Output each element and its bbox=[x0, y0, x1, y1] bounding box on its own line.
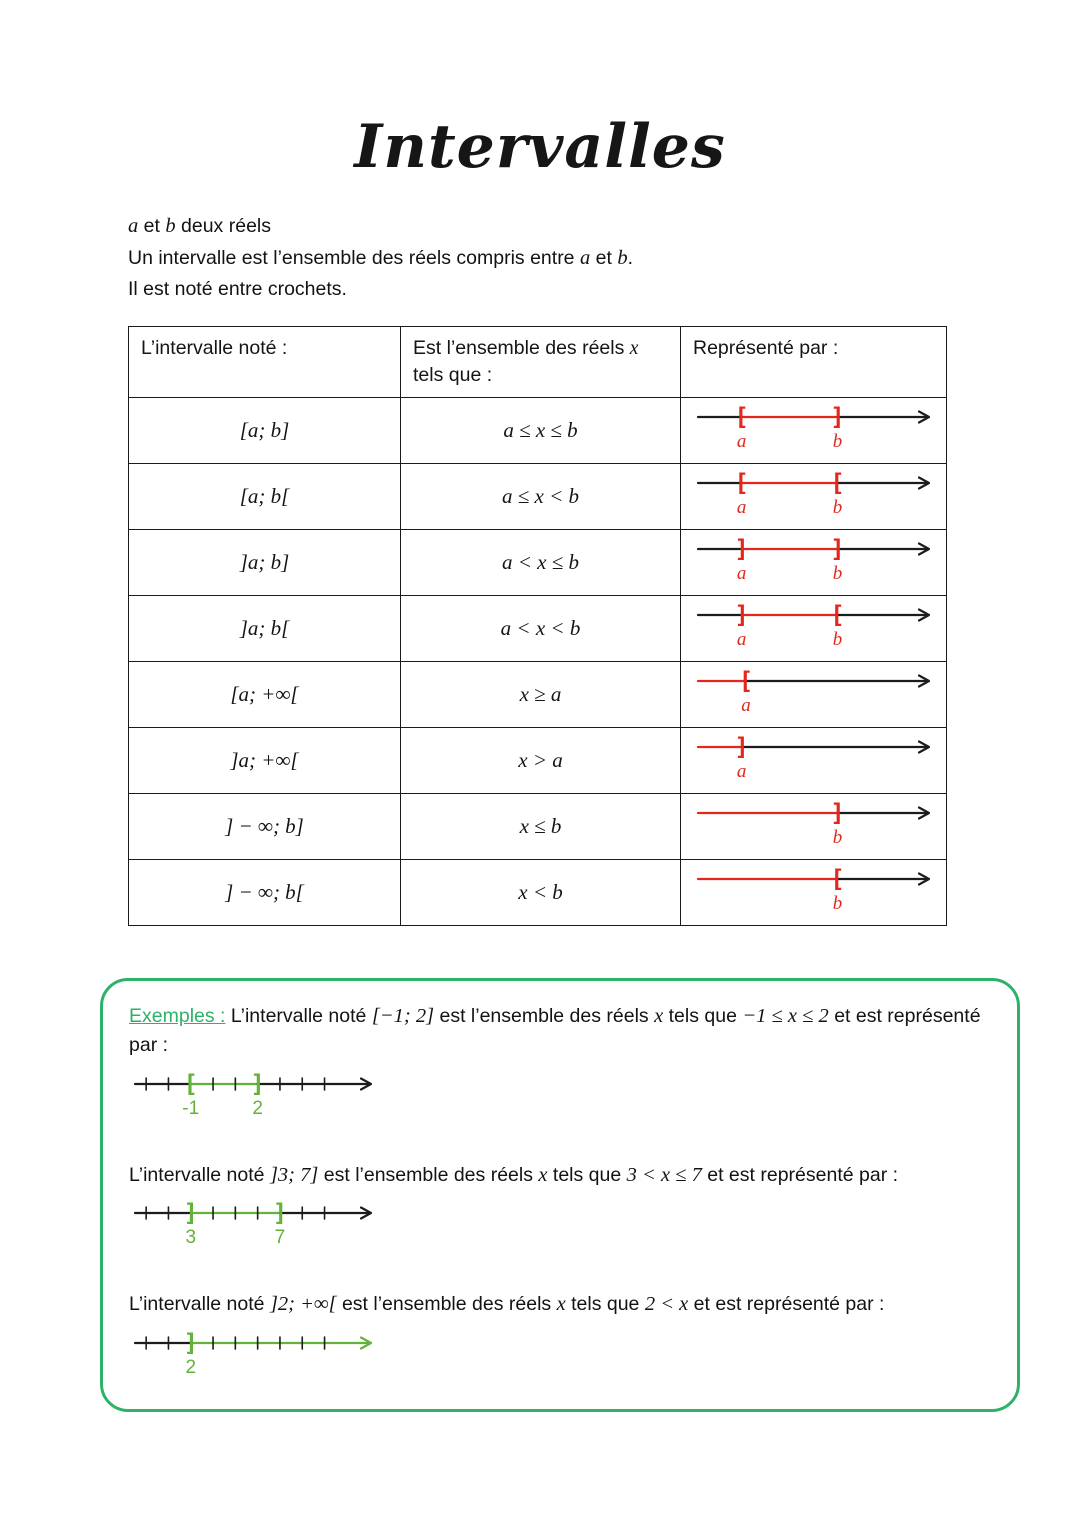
point-label: 7 bbox=[274, 1227, 286, 1249]
interval-diagram-cell bbox=[681, 793, 947, 859]
text-fragment: tels que bbox=[663, 1004, 743, 1027]
header-set-condition bbox=[401, 326, 681, 397]
text-fragment: et est représenté par : bbox=[701, 1163, 899, 1186]
text-fragment: Est l’ensemble des réels bbox=[413, 336, 630, 359]
bracket-glyph: ] bbox=[272, 1199, 288, 1228]
text-fragment: Un intervalle est l’ensemble des réels compris entre bbox=[128, 246, 580, 269]
interval-table bbox=[128, 326, 947, 926]
bracket-glyph: [ bbox=[733, 469, 749, 498]
text-fragment: . bbox=[627, 246, 633, 269]
point-label: 2 bbox=[185, 1357, 197, 1379]
intro-line-1 bbox=[128, 212, 1080, 242]
interval-diagram-cell bbox=[681, 859, 947, 925]
bracket-glyph: ] bbox=[250, 1069, 265, 1098]
text-fragment: tels que bbox=[565, 1293, 645, 1316]
text-fragment: Il est noté entre crochets. bbox=[128, 278, 347, 301]
text-fragment: et bbox=[138, 215, 166, 237]
bracket-glyph: ] bbox=[183, 1199, 198, 1228]
text-fragment: et est représenté par : bbox=[688, 1293, 885, 1316]
text-fragment: est l’ensemble des réels bbox=[434, 1004, 655, 1027]
number-line bbox=[694, 532, 934, 588]
interval-notation-cell: ] − ∞; b] bbox=[129, 793, 401, 859]
number-line bbox=[694, 400, 934, 456]
bracket-glyph: [ bbox=[829, 469, 845, 498]
number-line bbox=[694, 862, 934, 918]
header-representation bbox=[681, 326, 947, 397]
math-fragment: a bbox=[579, 246, 591, 269]
number-line bbox=[694, 730, 934, 786]
bracket-glyph: [ bbox=[829, 865, 845, 894]
interval-condition-cell: a < x ≤ b bbox=[401, 529, 681, 595]
example-diagram-1 bbox=[131, 1069, 991, 1126]
point-label: a bbox=[740, 695, 751, 717]
interval-diagram-cell bbox=[681, 661, 947, 727]
number-line bbox=[694, 664, 934, 720]
math-fragment: −1 ≤ x ≤ 2 bbox=[742, 1004, 829, 1027]
point-label: a bbox=[736, 431, 746, 453]
example-item-1 bbox=[129, 1001, 991, 1126]
text-fragment: et bbox=[590, 246, 618, 269]
interval-condition-cell: a ≤ x < b bbox=[401, 463, 681, 529]
interval-notation-cell: ]a; b[ bbox=[129, 595, 401, 661]
math-fragment: x bbox=[556, 1293, 566, 1316]
table-header-row bbox=[129, 326, 947, 397]
interval-row bbox=[129, 793, 947, 859]
point-label: 3 bbox=[185, 1227, 197, 1249]
math-fragment: b bbox=[165, 215, 176, 237]
point-label: a bbox=[736, 761, 746, 783]
text-fragment: Représenté par : bbox=[693, 336, 839, 359]
example-item-2 bbox=[129, 1160, 991, 1256]
text-fragment: est l’ensemble des réels bbox=[318, 1163, 539, 1186]
interval-row bbox=[129, 727, 947, 793]
bracket-glyph: ] bbox=[733, 601, 749, 630]
interval-notation-cell: ]a; +∞[ bbox=[129, 727, 401, 793]
interval-row bbox=[129, 397, 947, 463]
point-label: b bbox=[832, 563, 842, 585]
example-item-3 bbox=[129, 1289, 991, 1385]
number-line bbox=[694, 796, 934, 852]
math-fragment: x bbox=[538, 1163, 548, 1186]
text-fragment: deux réels bbox=[175, 215, 271, 237]
math-fragment: 2 < x bbox=[644, 1293, 689, 1316]
bracket-glyph: ] bbox=[733, 733, 749, 762]
number-line bbox=[131, 1198, 376, 1250]
example-diagram-2 bbox=[131, 1198, 991, 1255]
point-label: b bbox=[832, 431, 842, 453]
point-label: a bbox=[736, 563, 746, 585]
number-line bbox=[131, 1069, 376, 1121]
bracket-glyph: [ bbox=[738, 667, 753, 696]
math-fragment: b bbox=[617, 246, 628, 269]
example-text-1 bbox=[129, 1001, 991, 1061]
interval-diagram-cell bbox=[681, 727, 947, 793]
interval-notation-cell: ] − ∞; b[ bbox=[129, 859, 401, 925]
point-label: b bbox=[832, 629, 842, 651]
bracket-glyph: ] bbox=[183, 1329, 198, 1358]
text-fragment: et est représenté par : bbox=[129, 1004, 981, 1057]
interval-notation-cell: [a; +∞[ bbox=[129, 661, 401, 727]
math-fragment: ]3; 7] bbox=[269, 1163, 319, 1186]
example-text-2 bbox=[129, 1160, 991, 1191]
examples-label: Exemples : bbox=[129, 1004, 226, 1027]
math-fragment: x bbox=[654, 1004, 664, 1027]
text-fragment: tels que : bbox=[413, 364, 493, 387]
math-fragment: [−1; 2] bbox=[371, 1004, 435, 1027]
interval-diagram-cell bbox=[681, 529, 947, 595]
interval-notation-cell: [a; b] bbox=[129, 397, 401, 463]
interval-condition-cell: a < x < b bbox=[401, 595, 681, 661]
math-fragment: a bbox=[128, 215, 139, 237]
number-line bbox=[694, 466, 934, 522]
bracket-glyph: ] bbox=[829, 535, 845, 564]
text-fragment: est l’ensemble des réels bbox=[336, 1293, 557, 1316]
point-label: b bbox=[832, 893, 842, 915]
header-interval-notation bbox=[129, 326, 401, 397]
text-fragment: tels que bbox=[547, 1163, 627, 1186]
bracket-glyph: [ bbox=[183, 1069, 198, 1098]
point-label: a bbox=[736, 497, 746, 519]
intro-line-2 bbox=[128, 244, 1080, 274]
text-fragment: L’intervalle noté bbox=[129, 1293, 270, 1316]
interval-condition-cell: x < b bbox=[401, 859, 681, 925]
interval-row bbox=[129, 859, 947, 925]
interval-notation-cell: [a; b[ bbox=[129, 463, 401, 529]
interval-notation-cell: ]a; b] bbox=[129, 529, 401, 595]
interval-condition-cell: x ≤ b bbox=[401, 793, 681, 859]
page-title: Intervalles bbox=[354, 112, 726, 182]
number-line bbox=[694, 598, 934, 654]
interval-condition-cell: x ≥ a bbox=[401, 661, 681, 727]
interval-diagram-cell bbox=[681, 595, 947, 661]
interval-row bbox=[129, 595, 947, 661]
bracket-glyph: ] bbox=[733, 535, 749, 564]
bracket-glyph: ] bbox=[829, 403, 845, 432]
example-text-3 bbox=[129, 1289, 991, 1320]
math-fragment: ]2; +∞[ bbox=[269, 1293, 337, 1316]
text-fragment: L’intervalle noté bbox=[129, 1163, 270, 1186]
interval-diagram-cell bbox=[681, 463, 947, 529]
interval-condition-cell: a ≤ x ≤ b bbox=[401, 397, 681, 463]
interval-table-body bbox=[129, 397, 947, 925]
intro-line-3 bbox=[128, 275, 1080, 303]
point-label: -1 bbox=[182, 1097, 200, 1119]
bracket-glyph: ] bbox=[829, 799, 845, 828]
number-line bbox=[131, 1328, 376, 1380]
math-fragment: x bbox=[629, 337, 639, 359]
interval-row bbox=[129, 463, 947, 529]
text-fragment: L’intervalle noté bbox=[225, 1004, 372, 1027]
interval-condition-cell: x > a bbox=[401, 727, 681, 793]
example-diagram-3 bbox=[131, 1328, 991, 1385]
examples-box bbox=[100, 978, 1020, 1413]
point-label: 2 bbox=[252, 1097, 263, 1119]
interval-row bbox=[129, 661, 947, 727]
point-label: b bbox=[832, 497, 842, 519]
text-fragment: L’intervalle noté : bbox=[141, 336, 288, 359]
bracket-glyph: [ bbox=[733, 403, 749, 432]
point-label: b bbox=[832, 827, 842, 849]
interval-diagram-cell bbox=[681, 397, 947, 463]
bracket-glyph: [ bbox=[829, 601, 845, 630]
interval-row bbox=[129, 529, 947, 595]
intro-paragraph bbox=[128, 212, 1080, 304]
math-fragment: 3 < x ≤ 7 bbox=[626, 1163, 702, 1186]
point-label: a bbox=[736, 629, 746, 651]
